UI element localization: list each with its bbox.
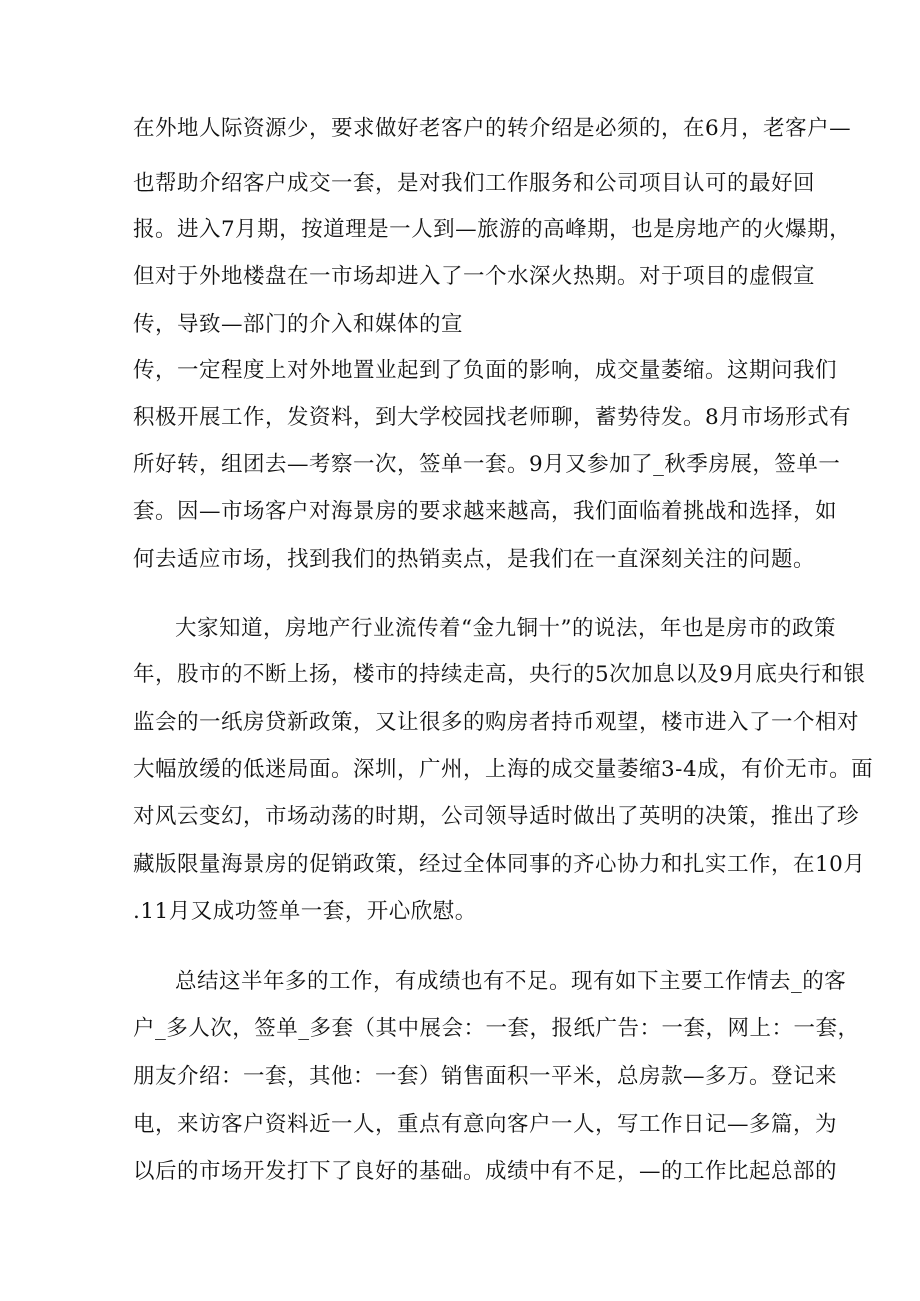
text-line: 以后的市场开发打下了良好的基础。成绩中有不足，—的工作比起总部的 [133,1159,838,1184]
text-line: 积极开展工作，发资料，到大学校园找老师聊，蓄势待发。8月市场形式有 [133,405,852,430]
text-line: 在外地人际资源少，要求做好老客户的转介绍是必须的，在6月，老客户— [133,116,852,141]
text-line: 套。因—市场客户对海景房的要求越来越高，我们面临着挑战和选择，如 [133,499,838,524]
text-line: 但对于外地楼盘在一市场却进入了一个水深火热期。对于项目的虚假宣 [133,264,816,289]
text-line: 也帮助介绍客户成交一套，是对我们工作服务和公司项目认可的最好回 [133,171,816,196]
text-line: 何去适应市场，找到我们的热销卖点，是我们在一直深刻关注的问题。 [133,547,816,572]
text-line: 总结这半年多的工作，有成绩也有不足。现有如下主要工作情去_的客 [175,969,847,994]
text-line: 电，来访客户资料近一人，重点有意向客户一人，写工作日记—多篇，为 [133,1112,838,1137]
text-line: 报。进入7月期，按道理是一人到—旅游的高峰期，也是房地产的火爆期， [133,217,852,242]
text-line: 传，导致—部门的介入和媒体的宣 [133,312,464,337]
text-line: 大幅放缓的低迷局面。深圳，广州，上海的成交量萎缩3-4成，有价无市。面 [133,757,874,782]
text-line: 藏版限量海景房的促销政策，经过全体同事的齐心协力和扎实工作，在10月 [133,852,866,877]
text-line: 年，股市的不断上扬，楼市的持续走高，央行的5次加息以及9月底央行和银 [133,662,866,687]
text-line: 对风云变幻，市场动荡的时期，公司领导适时做出了英明的决策，推出了珍 [133,804,860,829]
text-line: 朋友介绍：一套，其他：一套）销售面积一平米，总房款—多万。登记来 [133,1064,838,1089]
text-line: 传，一定程度上对外地置业起到了负面的影响，成交量萎缩。这期问我们 [133,358,838,383]
text-line: 所好转，组团去—考察一次，签单一套。9月又参加了_秋季房展，签单一 [133,452,841,477]
text-line: .11月又成功签单一套，开心欣慰。 [133,899,477,924]
text-line: 户_多人次，签单_多套（其中展会：一套，报纸广告：一套，网上：一套， [133,1016,860,1041]
text-line: 大家知道，房地产行业流传着“金九铜十”的说法，年也是房市的政策 [175,616,836,641]
text-line: 监会的一纸房贷新政策，又让很多的购房者持币观望，楼市进入了一个相对 [133,710,860,735]
